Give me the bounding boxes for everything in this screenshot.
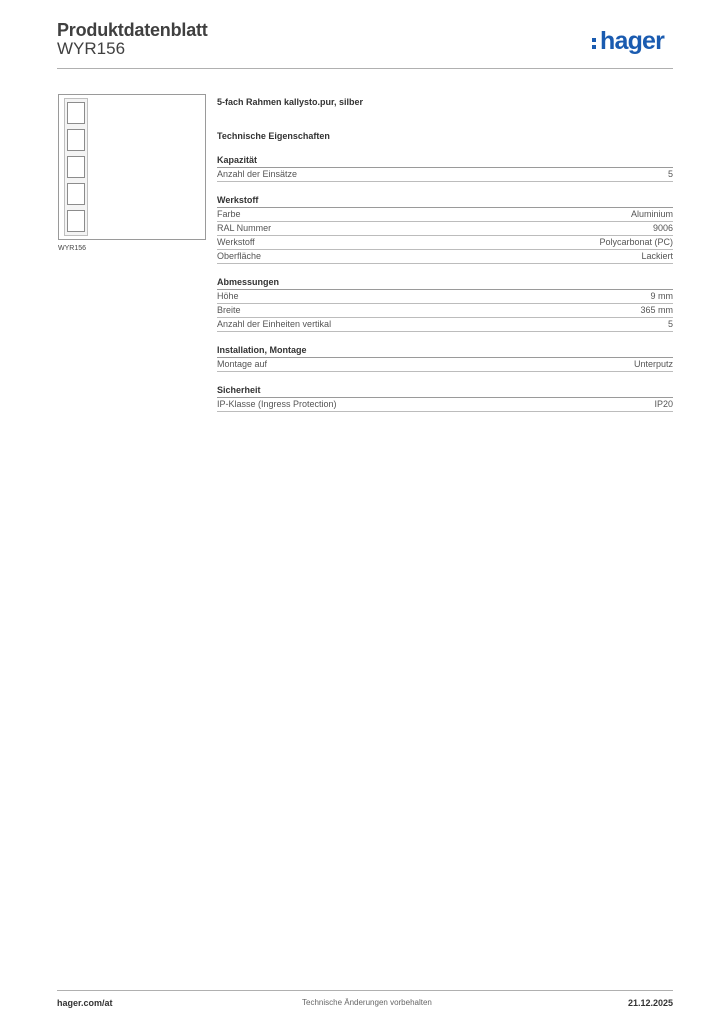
- table-row: [217, 304, 673, 318]
- row-value: Polycarbonat (PC): [599, 237, 673, 247]
- table-row: [217, 398, 673, 412]
- section-title: Werkstoff: [217, 194, 673, 208]
- logo-text: hager: [600, 27, 665, 55]
- frame-illustration: [64, 98, 88, 236]
- frame-slot: [67, 102, 85, 124]
- row-label: Höhe: [217, 291, 239, 301]
- section-material: [217, 194, 673, 264]
- row-value: 9 mm: [650, 291, 673, 301]
- row-label: Montage auf: [217, 359, 268, 369]
- hager-logo: [592, 28, 674, 58]
- product-image: [58, 94, 206, 240]
- tech-properties-heading: Technische Eigenschaften: [217, 131, 330, 141]
- frame-slot: [67, 183, 85, 205]
- footer-divider: [57, 990, 673, 991]
- table-row: [217, 168, 673, 182]
- row-label: Breite: [217, 305, 241, 315]
- row-value: IP20: [654, 399, 673, 409]
- footer-website: hager.com/at: [57, 998, 113, 1008]
- footer-date: 21.12.2025: [627, 998, 673, 1008]
- table-row: [217, 236, 673, 250]
- table-row: [217, 222, 673, 236]
- header-divider: [57, 68, 673, 69]
- section-title: Sicherheit: [217, 384, 673, 398]
- section-capacity: [217, 154, 673, 182]
- row-value: 365 mm: [640, 305, 673, 315]
- table-row: [217, 318, 673, 332]
- page-title: Produktdatenblatt: [57, 20, 208, 40]
- row-label: Oberfläche: [217, 251, 262, 261]
- frame-slot: [67, 210, 85, 232]
- section-dimensions: [217, 276, 673, 332]
- row-value: 5: [667, 169, 673, 179]
- frame-slot: [67, 129, 85, 151]
- row-label: Werkstoff: [217, 237, 255, 247]
- row-label: IP-Klasse (Ingress Protection): [217, 399, 337, 409]
- section-installation: [217, 344, 673, 372]
- frame-slot: [67, 156, 85, 178]
- section-title: Abmessungen: [217, 276, 673, 290]
- table-row: [217, 250, 673, 264]
- row-label: Anzahl der Einheiten vertikal: [217, 319, 332, 329]
- section-title: Kapazität: [217, 154, 673, 168]
- section-title: Installation, Montage: [217, 344, 673, 358]
- logo-dots-icon: [592, 38, 597, 53]
- footer-note: Technische Änderungen vorbehalten: [302, 998, 432, 1007]
- table-row: [217, 208, 673, 222]
- product-code: WYR156: [57, 39, 126, 58]
- row-label: RAL Nummer: [217, 223, 272, 233]
- row-value: Unterputz: [633, 359, 673, 369]
- row-value: Aluminium: [630, 209, 673, 219]
- table-row: [217, 358, 673, 372]
- table-row: [217, 290, 673, 304]
- product-details: [217, 96, 673, 412]
- image-caption: WYR156: [58, 245, 87, 252]
- row-label: Anzahl der Einsätze: [217, 169, 298, 179]
- row-label: Farbe: [217, 209, 241, 219]
- section-safety: [217, 384, 673, 412]
- row-value: 5: [667, 319, 673, 329]
- row-value: 9006: [652, 223, 673, 233]
- row-value: Lackiert: [641, 251, 673, 261]
- product-title: 5-fach Rahmen kallysto.pur, silber: [217, 97, 364, 107]
